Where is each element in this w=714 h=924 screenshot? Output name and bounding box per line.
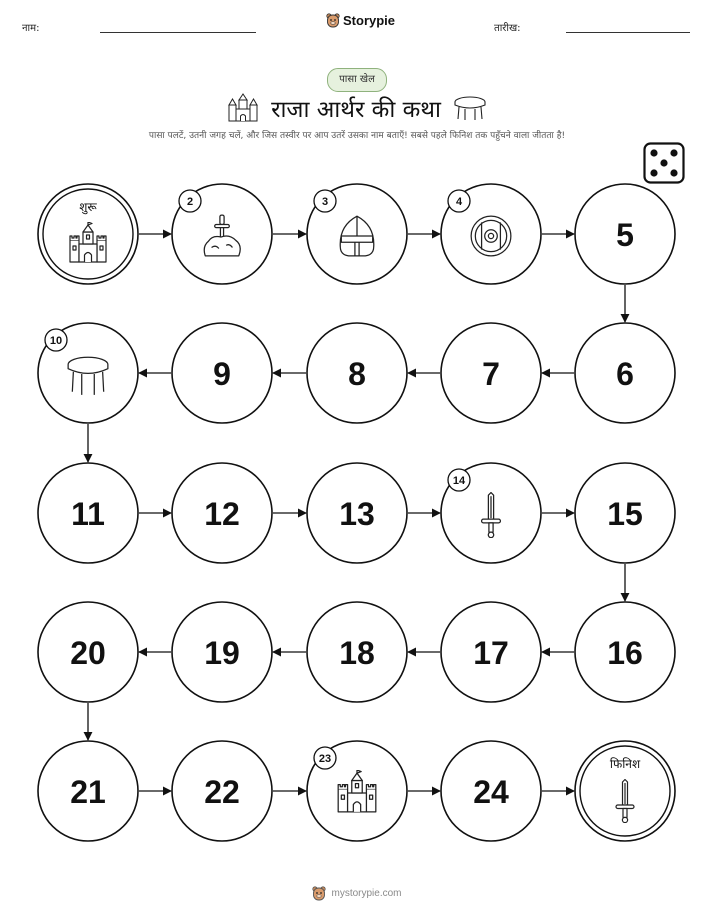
board-space-17 — [441, 602, 541, 702]
space-number: 20 — [70, 635, 106, 671]
board-space-23 — [307, 741, 407, 841]
board-space-3 — [307, 184, 407, 284]
space-number: 8 — [348, 356, 366, 392]
board-space-21 — [38, 741, 138, 841]
board-space-12 — [172, 463, 272, 563]
space-label: शुरू — [79, 200, 97, 214]
space-badge-number: 23 — [318, 753, 332, 765]
board-space-2 — [172, 184, 272, 284]
board-space-22 — [172, 741, 272, 841]
game-type-badge: पासा खेल — [327, 68, 387, 92]
board-spaces — [38, 184, 675, 841]
board-space-8 — [307, 323, 407, 423]
space-number: 7 — [482, 356, 500, 392]
page-title: राजा आर्थर की कथा — [271, 97, 441, 123]
space-number: 24 — [473, 774, 509, 810]
name-label: नाम: — [22, 23, 40, 34]
storypie-bear-icon — [312, 886, 326, 901]
board-space-15 — [575, 463, 675, 563]
instructions-text: पासा पलटें, उतनी जगह चलें, और जिस तस्वीर पर आप उतरें उसका नाम बताएँ! सबसे पहले फिनिश तक पहुँचने वाला जीतता है! — [148, 131, 566, 141]
space-number: 5 — [616, 217, 634, 253]
space-number: 15 — [607, 496, 643, 532]
space-number: 17 — [473, 635, 509, 671]
footer-url: mystorypie.com — [331, 888, 402, 899]
board-space-10 — [38, 323, 138, 423]
footer — [0, 886, 714, 901]
board-space-20 — [38, 602, 138, 702]
board-space-4 — [441, 184, 541, 284]
board-space-16 — [575, 602, 675, 702]
board-space-7 — [441, 323, 541, 423]
space-badge-number: 2 — [186, 196, 194, 208]
space-number: 6 — [616, 356, 634, 392]
board-space-13 — [307, 463, 407, 563]
space-badge-number: 3 — [321, 196, 329, 208]
space-number: 18 — [339, 635, 375, 671]
space-badge-number: 10 — [49, 335, 63, 347]
board-space-11 — [38, 463, 138, 563]
brand-name: Storypie — [343, 13, 396, 28]
space-number: 21 — [70, 774, 106, 810]
board-space-6 — [575, 323, 675, 423]
round-shield-icon — [471, 216, 511, 256]
space-number: 9 — [213, 356, 231, 392]
space-number: 22 — [204, 774, 240, 810]
board-space-18 — [307, 602, 407, 702]
board-space-1 — [38, 184, 138, 284]
board-space-25 — [575, 741, 675, 841]
board-space-14 — [441, 463, 541, 563]
space-number: 12 — [204, 496, 240, 532]
board-space-19 — [172, 602, 272, 702]
board-space-5 — [575, 184, 675, 284]
space-badge-number: 14 — [452, 475, 466, 487]
space-number: 11 — [71, 496, 105, 532]
board-space-24 — [441, 741, 541, 841]
date-label: तारीख: — [494, 23, 521, 34]
space-number: 13 — [339, 496, 375, 532]
space-label: फिनिश — [609, 757, 641, 771]
board-space-9 — [172, 323, 272, 423]
space-number: 19 — [204, 635, 240, 671]
space-number: 16 — [607, 635, 643, 671]
space-badge-number: 4 — [455, 196, 463, 208]
